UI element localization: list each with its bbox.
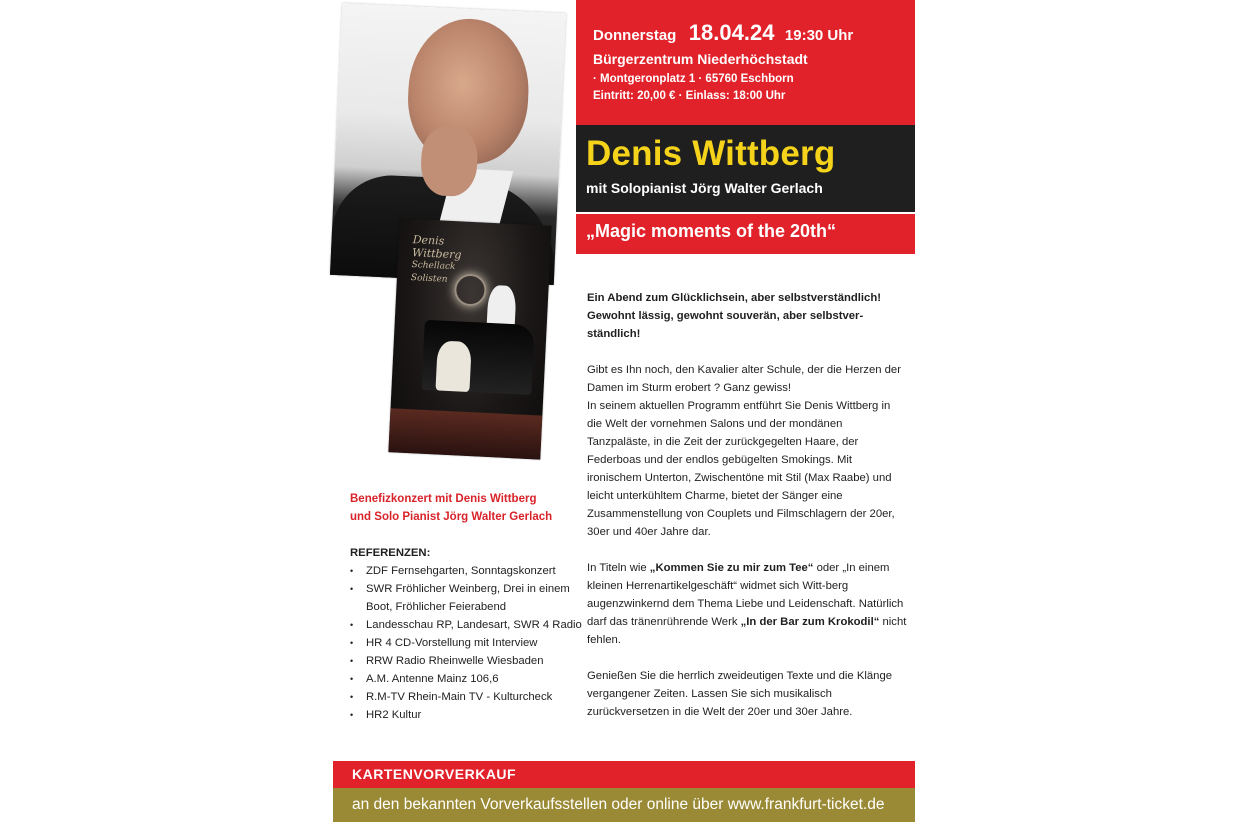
benefit-line-1: Benefizkonzert mit Denis Wittberg [350, 493, 537, 505]
paragraph-2-mid: oder „In einem kleinen Herrenartikelgeschäft“ widmet sich Witt-berg augenzwinkernd dem Thema Liebe und Leidenschaft. Natürlich darf das tränenrührende Werk [587, 562, 904, 628]
tagline: „Magic moments of the 20th“ [586, 221, 837, 241]
references-heading: REFERENZEN: [350, 547, 431, 559]
reference-item: • HR2 Kultur [350, 706, 590, 724]
reference-item: • R.M-TV Rhein-Main TV - Kulturcheck [350, 688, 590, 706]
stage-photo [388, 218, 551, 459]
presale-info-banner [333, 788, 915, 822]
description-paragraph-2 [587, 559, 907, 649]
reference-item: • Landesschau RP, Landesart, SWR 4 Radio [350, 616, 590, 634]
event-address: · Montgeronplatz 1 · 65760 Eschborn [593, 73, 794, 85]
benefit-line-2: und Solo Pianist Jörg Walter Gerlach [350, 511, 553, 523]
event-time: 19:30 Uhr [784, 27, 854, 44]
stage-pianist [435, 340, 471, 392]
reference-item: • RRW Radio Rheinwelle Wiesbaden [350, 652, 590, 670]
artist-with: mit Solopianist Jörg Walter Gerlach [586, 180, 823, 196]
event-date: 18.04.24 [688, 20, 775, 45]
stage-floor [388, 408, 542, 459]
artist-name: Denis Wittberg [586, 134, 836, 173]
event-datetime [593, 20, 915, 46]
artist-name-box [576, 125, 915, 212]
song-title-1: „Kommen Sie zu mir zum Tee“ [649, 562, 814, 574]
event-entry: Eintritt: 20,00 € · Einlass: 18:00 Uhr [593, 90, 786, 102]
description-paragraph-1 [587, 361, 907, 541]
intro-text: Ein Abend zum Glücklichsein, aber selbstverständlich! Gewohnt lässig, gewohnt souverän, aber selbstver-ständlich! [587, 292, 882, 340]
description [587, 289, 907, 739]
event-day: Donnerstag [593, 27, 677, 44]
stage-sign-line1: Denis Wittberg [411, 233, 462, 262]
references-list [350, 562, 590, 724]
presale-banner [333, 761, 915, 788]
event-venue: Bürgerzentrum Niederhöchstadt [593, 51, 808, 67]
tagline-box [576, 214, 915, 254]
description-paragraph-3: Genießen Sie die herrlich zweideutigen Texte und die Klänge vergangener Zeiten. Lassen Sie sich musikalisch zurückversetzen in die Welt der 20er und 30er Jahre. [587, 670, 893, 718]
presale-heading: KARTENVORVERKAUF [352, 766, 517, 782]
reference-item: • A.M. Antenne Mainz 106,6 [350, 670, 590, 688]
song-title-2: „In der Bar zum Krokodil“ [740, 616, 880, 628]
paragraph-2-post: nicht fehlen. [587, 616, 907, 646]
stage-sign-line2: Schellack Solisten [410, 260, 456, 285]
reference-item: • HR 4 CD-Vorstellung mit Interview [350, 634, 590, 652]
paragraph-1b: In seinem aktuellen Programm entführt Sie Denis Wittberg in die Welt der vornehmen Salons und der mondänen Tanzpaläste, in die Zeit der zurückgegelten Haare, der Federboas und der endlos gebügelten Smokings. Mit ironischem Unterton, Zwischentöne mit Stil (Max Raabe) und leicht unterkühltem Charme, bietet der Sänger eine Zusammenstellung von Couplets und Filmschlagern der 20er, 30er und 40er Jahre dar. [587, 400, 895, 538]
references [350, 544, 590, 724]
stage-lamp [454, 273, 488, 307]
reference-item: • SWR Fröhlicher Weinberg, Drei in einem Boot, Fröhlicher Feierabend [350, 580, 590, 616]
paragraph-2-pre: In Titeln wie [587, 562, 650, 574]
presale-info: an den bekannten Vorverkaufsstellen oder online über www.frankfurt-ticket.de [352, 796, 885, 813]
paragraph-1a: Gibt es Ihn noch, den Kavalier alter Schule, der die Herzen der Damen im Sturm erobert ? Ganz gewiss! [587, 364, 901, 394]
stage-sign [410, 233, 483, 285]
event-info-box [576, 0, 915, 125]
reference-item: • ZDF Fernsehgarten, Sonntagskonzert [350, 562, 590, 580]
benefit-concert-note [350, 490, 580, 526]
